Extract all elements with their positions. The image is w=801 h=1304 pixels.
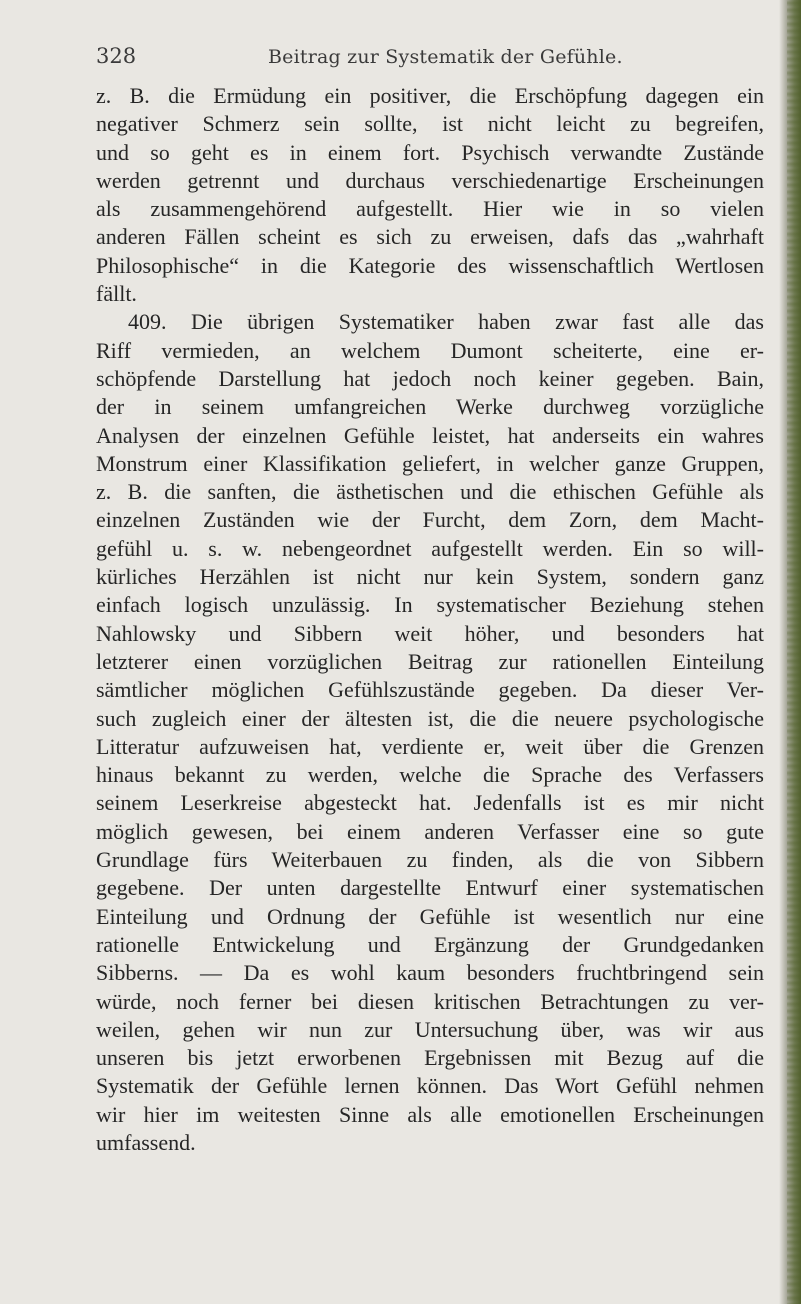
text-line: z. B. die Ermüdung ein positiver, die Erschöpfung dagegen ein [96, 83, 764, 108]
text-line: rationelle Entwickelung und Ergänzung der Grundgedanken [96, 931, 764, 957]
text-line: hinaus bekannt zu werden, welche die Sprache des Verfassers [96, 762, 764, 788]
text-line: schöpfende Darstellung hat jedoch noch keiner gegeben. Bain, [96, 365, 764, 391]
text-line: Nahlowsky und Sibbern weit höher, und besonders hat [96, 620, 764, 646]
text-line: seinem Leserkreise abgesteckt hat. Jedenfalls ist es mir nicht [96, 790, 764, 816]
text-line: kürliches Herzählen ist nicht nur kein System, sondern ganz [96, 564, 764, 590]
text-line: einzelnen Zuständen wie der Furcht, dem Zorn, dem Macht- [96, 507, 764, 533]
text-line: negativer Schmerz sein sollte, ist nicht leicht zu begreifen, [96, 111, 764, 137]
text-line: einfach logisch unzulässig. In systematischer Beziehung stehen [96, 592, 764, 618]
text-line: Einteilung und Ordnung der Gefühle ist wesentlich nur eine [96, 903, 764, 929]
text-line: würde, noch ferner bei diesen kritischen Betrachtungen zu ver- [96, 988, 764, 1014]
text-line: und so geht es in einem fort. Psychisch verwandte Zustände [96, 139, 764, 165]
text-line: umfassend. [96, 1129, 196, 1155]
text-line: Philosophische“ in die Kategorie des wissenschaftlich Wertlosen [96, 252, 764, 278]
text-line: letzterer einen vorzüglichen Beitrag zur rationellen Einteilung [96, 648, 764, 674]
text-line: such zugleich einer der ältesten ist, die die neuere psychologische [96, 705, 764, 731]
body-text [96, 82, 764, 1157]
text-line: wir hier im weitesten Sinne als alle emotionellen Erscheinungen [96, 1101, 764, 1127]
text-line: möglich gewesen, bei einem anderen Verfasser eine so gute [96, 818, 764, 844]
text-line: Sibberns. — Da es wohl kaum besonders fruchtbringend sein [96, 960, 764, 986]
text-line: z. B. die sanften, die ästhetischen und die ethischen Gefühle als [96, 479, 764, 505]
text-line: sämtlicher möglichen Gefühlszustände gegeben. Da dieser Ver- [96, 677, 764, 703]
text-line: gegebene. Der unten dargestellte Entwurf einer systematischen [96, 875, 764, 901]
text-line: Litteratur aufzuweisen hat, verdiente er, weit über die Grenzen [96, 733, 764, 759]
text-line: Monstrum einer Klassifikation geliefert, in welcher ganze Gruppen, [96, 450, 764, 476]
page-header [96, 44, 756, 74]
page-number: 328 [96, 44, 137, 68]
text-line: weilen, gehen wir nun zur Untersuchung über, was wir aus [96, 1016, 764, 1042]
text-line: werden getrennt und durchaus verschiedenartige Erscheinungen [96, 167, 764, 193]
page-edge-shadow [779, 0, 801, 1304]
running-title: Beitrag zur Systematik der Gefühle. [268, 46, 623, 68]
text-line: Analysen der einzelnen Gefühle leistet, hat anderseits ein wahres [96, 422, 764, 448]
text-line: der in seinem umfangreichen Werke durchweg vorzügliche [96, 394, 764, 420]
text-line: Grundlage fürs Weiterbauen zu finden, als die von Sibbern [96, 847, 764, 873]
text-line: gefühl u. s. w. nebengeordnet aufgestellt werden. Ein so will- [96, 535, 764, 561]
text-line: Systematik der Gefühle lernen können. Das Wort Gefühl nehmen [96, 1073, 764, 1099]
text-line: unseren bis jetzt erworbenen Ergebnissen mit Bezug auf die [96, 1045, 764, 1071]
text-line: Riff vermieden, an welchem Dumont scheiterte, eine er- [96, 337, 764, 363]
text-line: als zusammengehörend aufgestellt. Hier wie in so vielen [96, 196, 764, 222]
paragraph-start-line: 409. Die übrigen Systematiker haben zwar fast alle das [128, 309, 764, 335]
text-line: fällt. [96, 281, 137, 307]
text-line: anderen Fällen scheint es sich zu erweisen, dafs das „wahrhaft [96, 224, 764, 250]
